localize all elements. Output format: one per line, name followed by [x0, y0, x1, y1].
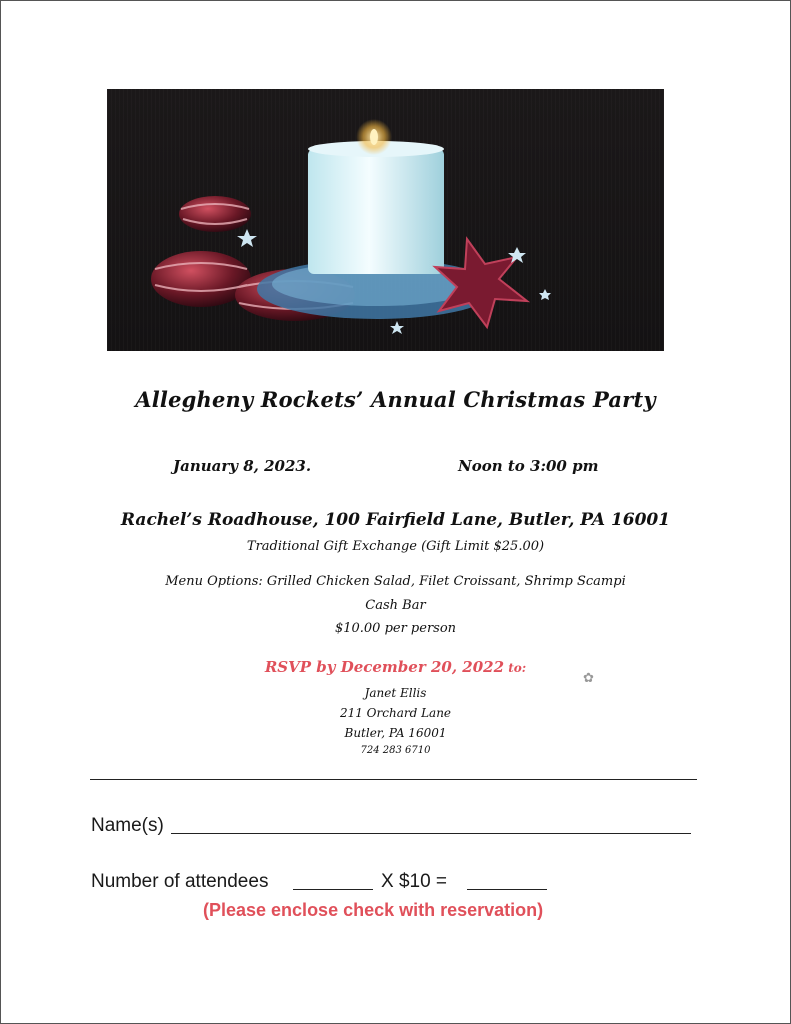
- rsvp-deadline: [1, 658, 790, 676]
- rsvp-label: RSVP by December 20, 2022: [264, 658, 505, 676]
- gift-exchange-note: Traditional Gift Exchange (Gift Limit $25.00): [246, 539, 545, 554]
- contact-street: 211 Orchard Lane: [339, 706, 452, 720]
- contact-phone: 724 283 6710: [360, 745, 431, 756]
- candle-ornaments-image: [107, 89, 664, 351]
- menu-options: Menu Options: Grilled Chicken Salad, Filet Croissant, Shrimp Scampi: [165, 574, 626, 589]
- contact-name: Janet Ellis: [364, 686, 427, 700]
- event-time: Noon to 3:00 pm: [458, 457, 599, 475]
- attendees-count-field-line[interactable]: [293, 889, 373, 890]
- total-amount-field-line[interactable]: [467, 889, 547, 890]
- attendees-label: Number of attendees: [91, 871, 269, 892]
- contact-city: Butler, PA 16001: [344, 726, 447, 740]
- scan-speck-icon: ✿: [583, 671, 594, 686]
- names-label: Name(s): [91, 815, 164, 836]
- price-per-person: $10.00 per person: [334, 621, 457, 636]
- event-date: January 8, 2023.: [173, 457, 312, 475]
- venue-address: Rachel’s Roadhouse, 100 Fairfield Lane, Butler, PA 16001: [120, 510, 671, 530]
- rsvp-to: to:: [504, 661, 527, 675]
- enclose-check-note: (Please enclose check with reservation): [203, 900, 544, 920]
- party-title: Allegheny Rockets’ Annual Christmas Party: [135, 387, 656, 412]
- names-field-line[interactable]: [171, 833, 691, 834]
- price-multiplier: X $10 =: [381, 871, 448, 892]
- cash-bar-note: Cash Bar: [365, 598, 426, 613]
- cut-line-divider: [90, 779, 697, 780]
- candle-ornaments-photo: [107, 89, 664, 351]
